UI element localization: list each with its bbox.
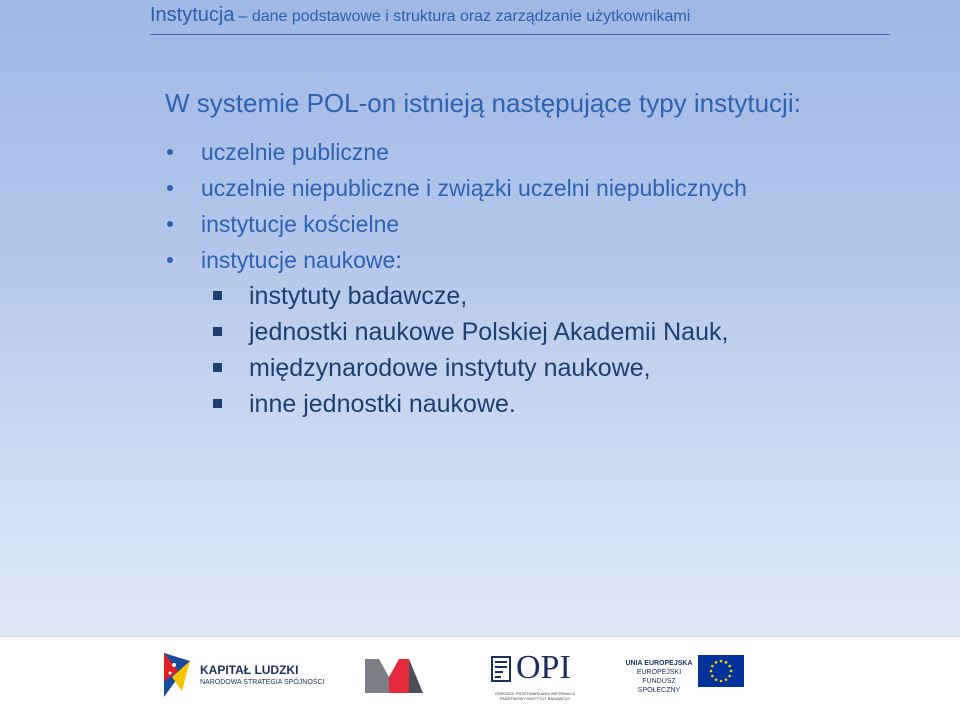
opi-name: OPI: [516, 649, 571, 686]
eu-star-icon: [710, 670, 713, 673]
sub-item-label: międzynarodowe instytuty naukowe,: [249, 354, 651, 382]
sub-list-item: [165, 386, 885, 422]
institution-types-list: [165, 134, 885, 422]
eu-flag-icon: [698, 655, 744, 687]
title-main: Instytucja: [150, 4, 235, 26]
eu-line1: UNIA EUROPEJSKA: [625, 660, 693, 667]
type-label: instytucje naukowe: [201, 247, 396, 273]
eu-star-icon: [715, 678, 718, 681]
opi-caption: OŚRODEK PRZETWARZANIA INFORMACJI PAŃSTWOWY INSTYTUT BADAWCZY: [494, 691, 576, 701]
mnisw-logo-icon: [365, 659, 423, 693]
type-suffix: :: [395, 247, 402, 273]
square-bullet-icon: [213, 399, 222, 408]
eu-text: [622, 659, 696, 695]
sub-item-label: inne jednostki naukowe.: [249, 390, 516, 418]
eu-star-icon: [711, 665, 714, 668]
bullet-icon: [167, 221, 173, 227]
eu-star-icon: [720, 660, 723, 663]
eu-star-icon: [730, 670, 733, 673]
list-item: [165, 134, 885, 170]
title-subtitle: – dane podstawowe i struktura oraz zarządzanie użytkownikami: [238, 8, 691, 25]
kapital-ludzki-tagline: NARODOWA STRATEGIA SPÓJNOŚCI: [200, 679, 325, 686]
eu-star-icon: [728, 665, 731, 668]
kapital-ludzki-name: KAPITAŁ LUDZKI: [200, 663, 299, 677]
kapital-ludzki-logo: [162, 647, 325, 703]
list-item: [165, 206, 885, 242]
sub-list-item: [165, 314, 885, 350]
square-bullet-icon: [213, 363, 222, 372]
bullet-icon: [167, 257, 173, 263]
list-item: [165, 170, 885, 206]
mnisw-logo: [365, 647, 423, 703]
sub-item-label: jednostki naukowe Polskiej Akademii Nauk,: [249, 318, 729, 346]
type-label: uczelnie niepubliczne i związki uczelni niepublicznych: [201, 175, 747, 201]
opi-logo: [490, 647, 580, 703]
sub-item-label: instytuty badawcze,: [249, 282, 468, 310]
sub-list-item: [165, 350, 885, 386]
slide-body: [165, 86, 885, 422]
eu-logo: [622, 647, 746, 703]
bullet-icon: [167, 149, 173, 155]
eu-star-icon: [725, 678, 728, 681]
eu-star-icon: [728, 675, 731, 678]
slide-title: [150, 4, 890, 28]
eu-star-icon: [725, 661, 728, 664]
list-item: [165, 242, 885, 422]
eu-star-icon: [720, 680, 723, 683]
eu-line2: EUROPEJSKI FUNDUSZ SPOŁECZNY: [636, 669, 682, 694]
sub-list-item: [165, 278, 885, 314]
slide-header: [150, 4, 890, 35]
square-bullet-icon: [213, 327, 222, 336]
opi-mark-icon: [490, 655, 512, 683]
eu-star-icon: [711, 675, 714, 678]
square-bullet-icon: [213, 291, 222, 300]
bullet-icon: [167, 185, 173, 191]
logo-footer: [0, 636, 960, 712]
eu-star-icon: [715, 661, 718, 664]
type-label: uczelnie publiczne: [201, 139, 389, 165]
research-types-list: [201, 278, 885, 422]
intro-text: W systemie POL-on istnieją następujące typy instytucji:: [165, 88, 801, 118]
type-label: instytucje kościelne: [201, 211, 400, 237]
kapital-ludzki-flag-icon: [162, 651, 192, 699]
